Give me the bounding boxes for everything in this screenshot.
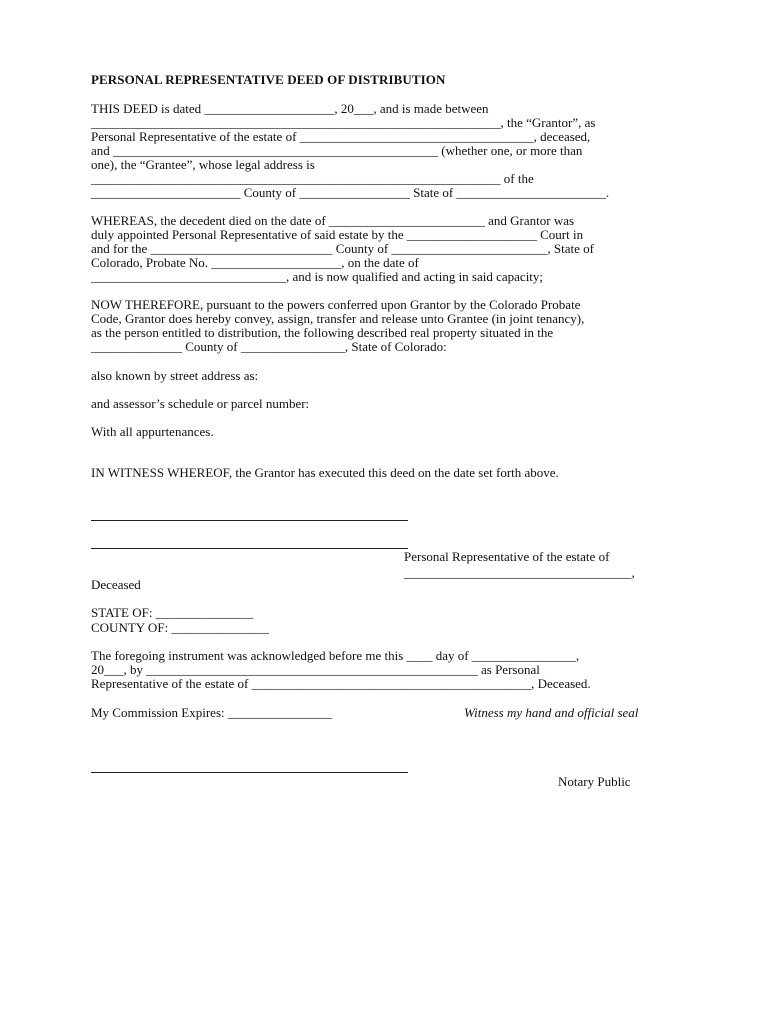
notary-public-label: Notary Public	[558, 774, 631, 789]
county-of-line: COUNTY OF: _______________	[91, 620, 269, 635]
appurtenances-text: With all appurtenances.	[91, 424, 214, 439]
parcel-number-label: and assessor’s schedule or parcel number:	[91, 396, 310, 411]
witness-seal-text: Witness my hand and official seal	[464, 705, 639, 720]
now-therefore-line-4: ______________ County of ________________, State of Colorado:	[91, 339, 447, 354]
now-therefore-line-2: Code, Grantor does hereby convey, assign, transfer and release unto Grantee (in joint tenancy),	[91, 311, 585, 326]
pr-estate-of-label: Personal Representative of the estate of	[404, 549, 610, 564]
commission-expires-line: My Commission Expires: ________________	[91, 705, 332, 720]
signature-line-1	[91, 520, 408, 521]
now-therefore-line-1: NOW THEREFORE, pursuant to the powers conferred upon Grantor by the Colorado Probate	[91, 297, 581, 312]
pr-estate-blank: ___________________________________,	[404, 565, 635, 580]
intro-line-6: _______________________________________________________________ of the	[91, 171, 534, 186]
intro-line-5: one), the “Grantee”, whose legal address is	[91, 157, 315, 172]
acknowledgment-line-2: 20___, by ___________________________________________________ as Personal	[91, 662, 540, 677]
state-of-line: STATE OF: _______________	[91, 605, 254, 620]
intro-line-1: THIS DEED is dated ____________________, 20___, and is made between	[91, 101, 489, 116]
acknowledgment-line-3: Representative of the estate of ___________________________________________, Deceased.	[91, 676, 591, 691]
now-therefore-line-3: as the person entitled to distribution, the following described real property situated in the	[91, 325, 554, 340]
whereas-line-5: ______________________________, and is now qualified and acting in said capacity;	[91, 269, 544, 284]
signature-line-2	[91, 548, 408, 549]
intro-line-7: _______________________ County of _________________ State of _______________________.	[91, 185, 610, 200]
intro-line-3: Personal Representative of the estate of ____________________________________, deceased,	[91, 129, 591, 144]
whereas-line-3: and for the ____________________________ County of ________________________, State of	[91, 241, 594, 256]
document-title: PERSONAL REPRESENTATIVE DEED OF DISTRIBUTION	[91, 72, 446, 87]
notary-signature-line	[91, 772, 408, 773]
in-witness-text: IN WITNESS WHEREOF, the Grantor has executed this deed on the date set forth above.	[91, 465, 559, 480]
deceased-label: Deceased	[91, 577, 141, 592]
acknowledgment-line-1: The foregoing instrument was acknowledged before me this ____ day of ________________,	[91, 648, 580, 663]
whereas-line-2: duly appointed Personal Representative of said estate by the ____________________ Court in	[91, 227, 584, 242]
whereas-line-1: WHEREAS, the decedent died on the date of ________________________ and Grantor was	[91, 213, 575, 228]
intro-line-2: _______________________________________________________________, the “Grantor”, as	[91, 115, 596, 130]
street-address-label: also known by street address as:	[91, 368, 259, 383]
whereas-line-4: Colorado, Probate No. ____________________, on the date of	[91, 255, 419, 270]
intro-line-4: and __________________________________________________ (whether one, or more than	[91, 143, 583, 158]
